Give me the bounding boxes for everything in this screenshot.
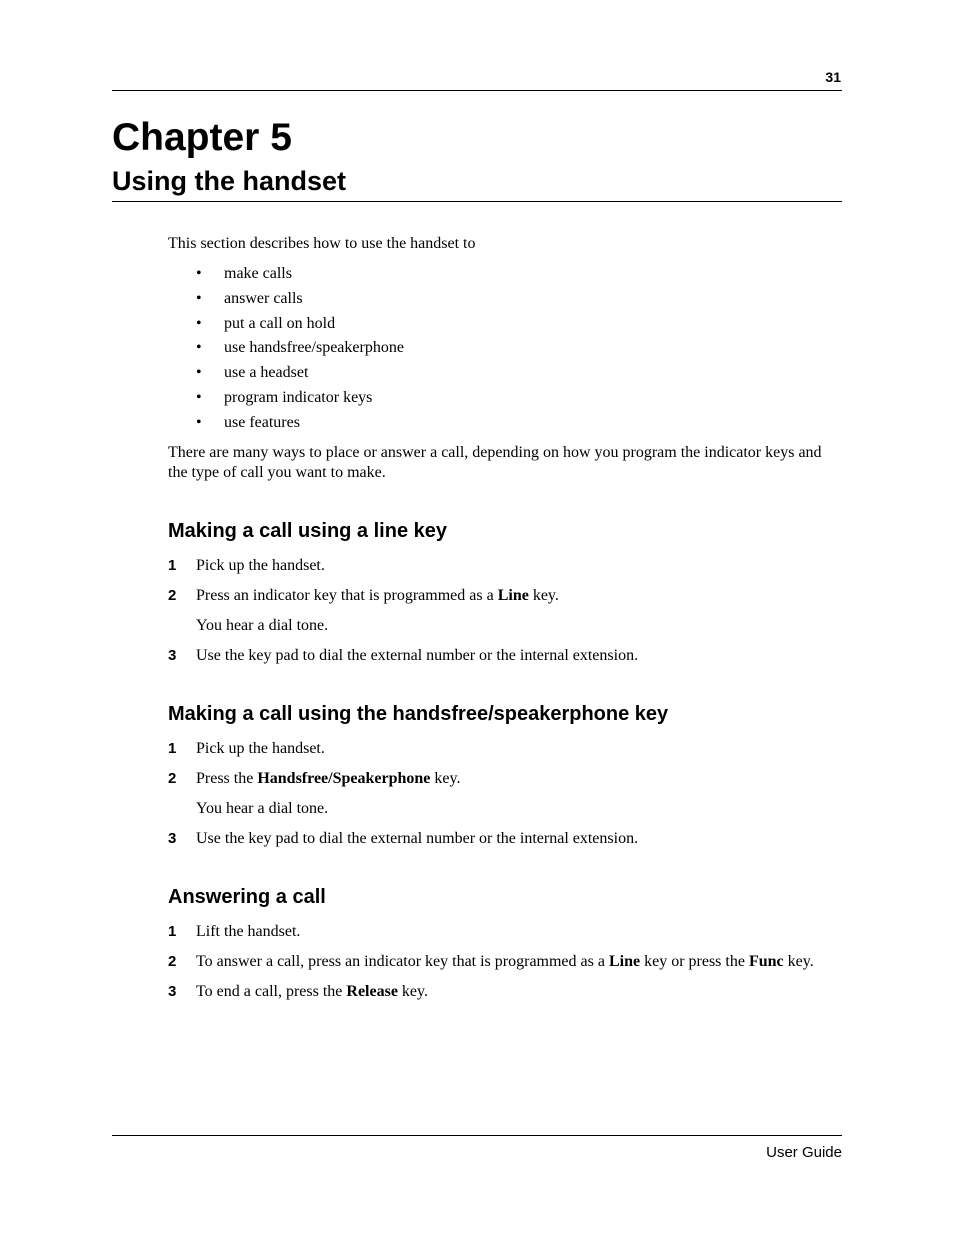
key-name: Handsfree/Speakerphone <box>257 769 431 787</box>
step <box>168 646 843 666</box>
list-item-text: put a call on hold <box>224 314 336 332</box>
step-number: 2 <box>168 586 177 604</box>
step <box>168 922 843 942</box>
intro-paragraph: There are many ways to place or answer a call, depending on how you program the indicator keys and the type of call you want to make. <box>168 443 822 481</box>
footer-rule <box>112 1135 842 1136</box>
bullet-icon: • <box>196 339 202 357</box>
steps-line-key <box>168 556 843 666</box>
list-item <box>168 264 843 284</box>
chapter-subtitle: Using the handset <box>112 166 347 196</box>
list-item <box>168 314 843 334</box>
step-text: Press an indicator key that is programmed as a <box>196 586 498 604</box>
bullet-icon: • <box>196 314 202 332</box>
step-text: Use the key pad to dial the external number or the internal extension. <box>196 646 639 664</box>
step-text: key. <box>528 586 559 604</box>
list-item <box>168 289 843 309</box>
step-text: Pick up the handset. <box>196 556 325 574</box>
step <box>168 982 843 1002</box>
step-text: key. <box>783 952 814 970</box>
chapter-body <box>168 234 843 1012</box>
step-text: Press the <box>196 769 258 787</box>
step-text: Use the key pad to dial the external number or the internal extension. <box>196 829 639 847</box>
list-item <box>168 388 843 408</box>
step-number: 2 <box>168 769 177 787</box>
section-heading-line-key: Making a call using a line key <box>168 519 447 542</box>
step <box>168 952 843 972</box>
step-number: 3 <box>168 646 177 664</box>
header-rule <box>112 90 842 91</box>
bullet-icon: • <box>196 289 202 307</box>
key-name: Line <box>608 952 641 970</box>
title-rule <box>112 201 842 202</box>
step <box>168 556 843 576</box>
section-heading-answering: Answering a call <box>168 885 326 908</box>
step-number: 2 <box>168 952 177 970</box>
footer-label: User Guide <box>766 1144 842 1161</box>
list-item <box>168 363 843 383</box>
list-item-text: make calls <box>224 265 292 282</box>
step-number: 3 <box>168 982 177 1000</box>
step <box>168 829 843 849</box>
step-note: You hear a dial tone. <box>196 799 329 817</box>
bullet-icon: • <box>196 388 202 406</box>
intro-bullet-list <box>168 264 843 433</box>
step-text: key or press the <box>640 952 749 970</box>
step-number: 3 <box>168 829 177 847</box>
step-number: 1 <box>168 922 177 940</box>
bullet-icon: • <box>196 364 202 382</box>
step-text: Pick up the handset. <box>196 739 325 757</box>
list-item-text: answer calls <box>224 289 303 307</box>
step <box>168 586 843 606</box>
list-item-text: program indicator keys <box>224 388 373 406</box>
step-note: You hear a dial tone. <box>196 616 329 634</box>
list-item <box>168 338 843 358</box>
key-name: Line <box>497 586 529 604</box>
steps-answering <box>168 922 843 1002</box>
step-text: To end a call, press the <box>196 982 347 1000</box>
key-name: Func <box>748 952 784 970</box>
intro-lead: This section describes how to use the handset to <box>168 235 476 252</box>
step <box>168 739 843 759</box>
steps-handsfree <box>168 739 843 849</box>
page-number: 31 <box>825 69 841 85</box>
step-text: key. <box>397 982 428 1000</box>
list-item <box>168 413 843 433</box>
bullet-icon: • <box>196 265 202 282</box>
list-item-text: use a headset <box>224 364 309 382</box>
step-number: 1 <box>168 556 177 574</box>
step-text: To answer a call, press an indicator key that is programmed as a <box>196 952 609 970</box>
key-name: Release <box>346 982 398 1000</box>
step-text: key. <box>430 769 461 787</box>
bullet-icon: • <box>196 413 202 431</box>
chapter-title: Chapter 5 <box>112 116 292 159</box>
step-number: 1 <box>168 739 177 757</box>
list-item-text: use features <box>224 413 300 431</box>
step <box>168 769 843 789</box>
step-text: Lift the handset. <box>196 922 301 940</box>
section-heading-handsfree: Making a call using the handsfree/speakerphone key <box>168 702 669 725</box>
list-item-text: use handsfree/speakerphone <box>224 339 404 357</box>
